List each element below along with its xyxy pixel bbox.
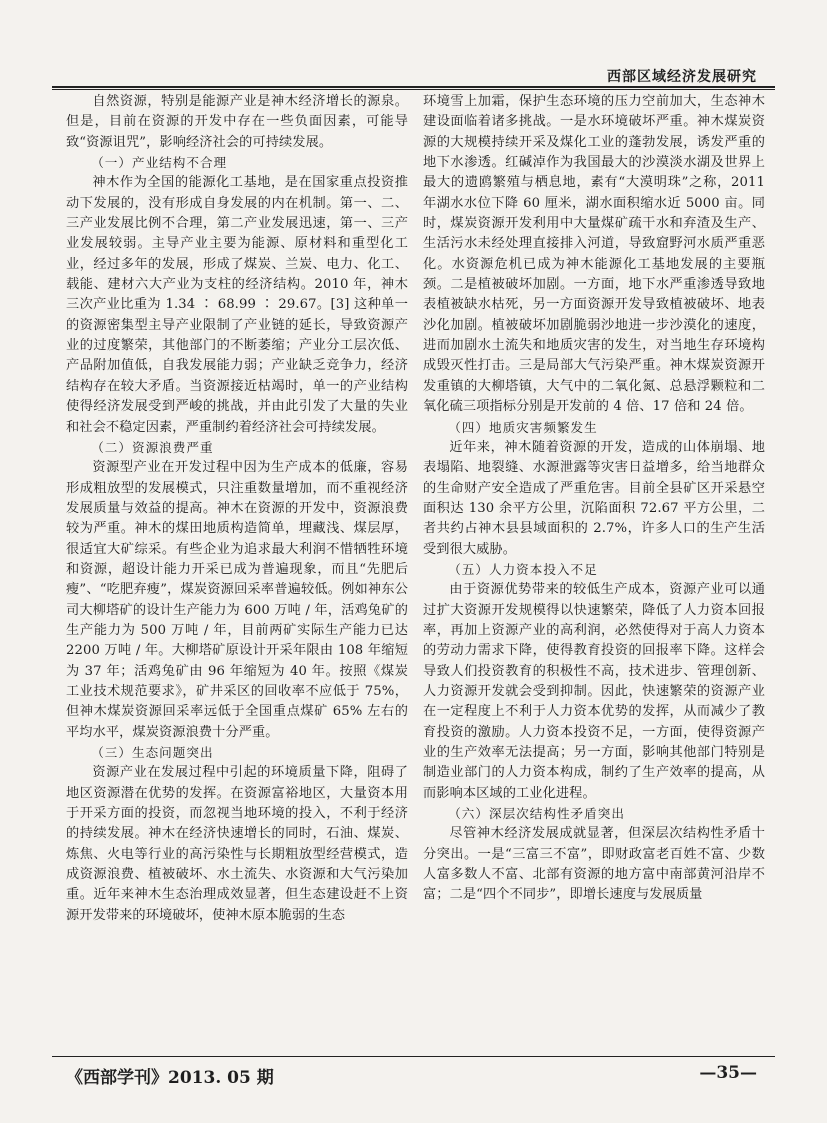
section-heading: （四）地质灾害频繁发生	[448, 419, 598, 435]
header-rule-thin	[52, 89, 775, 90]
paragraph: 尽管神木经济发展成就显著，但深层次结构性矛盾十分突出。一是“三富三不富”，即财政富老百姓不富、少数人富多数人不富、北部有资源的地方富中南部黄河沿岸不富；二是“四个不同步”，即增长速度与发展质量	[423, 826, 765, 903]
paragraph: 资源产业在发展过程中引起的环境质量下降，阻碍了地区资源潜在优势的发挥。在资源富裕地区，大量资本用于开采方面的投资，而忽视当地环境的投入，不利于经济的持续发展。神木在经济快速增长的同时，石油、煤炭、炼焦、火电等行业的高污染性与长期粗放型经营模式，造成资源浪费、植被破坏、水土流失、水资源和大气污染加重。近年来神木生态治理成效显著，但生态建设赶不上资源开发带来的环境破坏，使神木原本脆弱的生态	[66, 765, 408, 923]
section-heading: （二）资源浪费严重	[91, 439, 214, 455]
section-heading: （一）产业结构不合理	[91, 155, 228, 171]
header-rule	[52, 86, 775, 88]
section-heading: （三）生态问题突出	[91, 745, 214, 760]
section-heading: （六）深层次结构性矛盾突出	[448, 806, 625, 822]
footer-rule	[52, 1056, 775, 1057]
running-section-title: 西部区域经济发展研究	[607, 69, 757, 85]
right-column	[423, 92, 765, 906]
paragraph: 自然资源，特别是能源产业是神木经济增长的源泉。但是，目前在资源的开发中存在一些负面因素，可能导致“资源诅咒”，影响经济社会的可持续发展。	[66, 94, 408, 150]
section-heading: （五）人力资本投入不足	[448, 561, 598, 577]
paragraph: 环境雪上加霜，保护生态环境的压力空前加大，生态神木建设面临着诸多挑战。一是水环境破坏严重。神木煤炭资源的大规模持续开采及煤化工业的蓬勃发展，诱发严重的地下水渗透。红碱淖作为我国最大的沙漠淡水湖及世界上最大的遗鸥繁殖与栖息地，素有“大漠明珠”之称，2011 年湖水水位下降 60 厘米，湖水面积缩水近 5000 亩。同时，煤炭资源开发利用中大量煤矿疏干水和弃渣及生产、生活污水未经处理直接排入河道，导致窟野河水质严重恶化。水资源危机已成为神木能源化工基地发展的主要瓶颈。二是植被破坏加剧。一方面，地下水严重渗透导致地表植被缺水枯死，另一方面资源开发导致植被破坏、地表沙化加剧。植被破坏加剧脆弱沙地进一步沙漠化的速度，进而加剧水土流失和地质灾害的发生，对当地生存环境构成毁灭性打击。三是局部大气污染严重。神木煤炭资源开发重镇的大柳塔镇，大气中的二氧化氮、总悬浮颗粒和二氧化硫三项指标分别是开发前的 4 倍、17 倍和 24 倍。	[423, 94, 765, 415]
page-number: —35—	[699, 1063, 757, 1083]
journal-issue: 《西部学刊》2013. 05 期	[66, 1068, 274, 1088]
left-column	[66, 92, 408, 926]
paragraph: 神木作为全国的能源化工基地，是在国家重点投资推动下发展的，没有形成自身发展的内在机制。第一、二、三产业发展比例不合理，第二产业发展迅速，第一、三产业发展较弱。主导产业主要为能源、原材料和重型化工业，经过多年的发展，形成了煤炭、兰炭、电力、化工、载能、建材六大产业为支柱的经济结构。2010 年，神木三次产业比重为 1.34 ∶ 68.99 ∶ 29.67。[3] 这种单一的资源密集型主导产业限制了产业链的延长，导致资源产业的过度繁荣，其他部门的不断萎缩；产业分工层次低、产品附加值低，自我发展能力弱；产业缺乏竞争力，经济结构存在较大矛盾。当资源接近枯竭时，单一的产业结构使得经济发展受到严峻的挑战，并由此引发了大量的失业和社会不稳定因素，严重制约着经济社会可持续发展。	[66, 175, 408, 435]
paragraph: 由于资源优势带来的较低生产成本，资源产业可以通过扩大资源开发规模得以快速繁荣，降低了人力资本回报率，再加上资源产业的高利润，必然使得对于高人力资本的劳动力需求下降，使得教育投资的回报率下降。这样会导致人们投资教育的积极性不高，技术进步、管理创新、人力资源开发就会受到抑制。因此，快速繁荣的资源产业在一定程度上不利于人力资本优势的发挥，从而减少了教育投资的激励。人力资本投资不足，一方面，使得资源产业的生产效率无法提高；另一方面，影响其他部门特别是制造业部门的人力资本构成，制约了生产效率的提高，从而影响本区域的工业化进程。	[423, 582, 765, 801]
paragraph: 近年来，神木随着资源的开发，造成的山体崩塌、地表塌陷、地裂缝、水源泄露等灾害日益增多，给当地群众的生命财产安全造成了严重危害。目前全县矿区开采悬空面积达 130 余平方公里，沉陷面积 72.67 平方公里，二者共约占神木县县域面积的 2.7%，许多人口的生产生活受到很大威胁。	[423, 439, 765, 557]
paragraph: 资源型产业在开发过程中因为生产成本的低廉，容易形成粗放型的发展模式，只注重数量增加，而不重视经济发展质量与效益的提高。神木在资源的开发中，资源浪费较为严重。神木的煤田地质构造简单，埋藏浅、煤层厚，很适宜大矿综采。有些企业为追求最大利润不惜牺牲环境和资源，超设计能力开采已成为普遍现象，而且“先肥后瘦”、“吃肥弃瘦”，煤炭资源回采率普遍较低。例如神东公司大柳塔矿的设计生产能力为 600 万吨 / 年，活鸡兔矿的生产能力为 500 万吨 / 年，目前两矿实际生产能力已达 2200 万吨 / 年。大柳塔矿原设计开采年限由 108 年缩短为 37 年；活鸡兔矿由 96 年缩短为 40 年。按照《煤炭工业技术规范要求》，矿井采区的回收率不应低于 75%，但神木煤炭资源回采率远低于全国重点煤矿 65% 左右的平均水平，煤炭资源浪费十分严重。	[66, 460, 408, 740]
